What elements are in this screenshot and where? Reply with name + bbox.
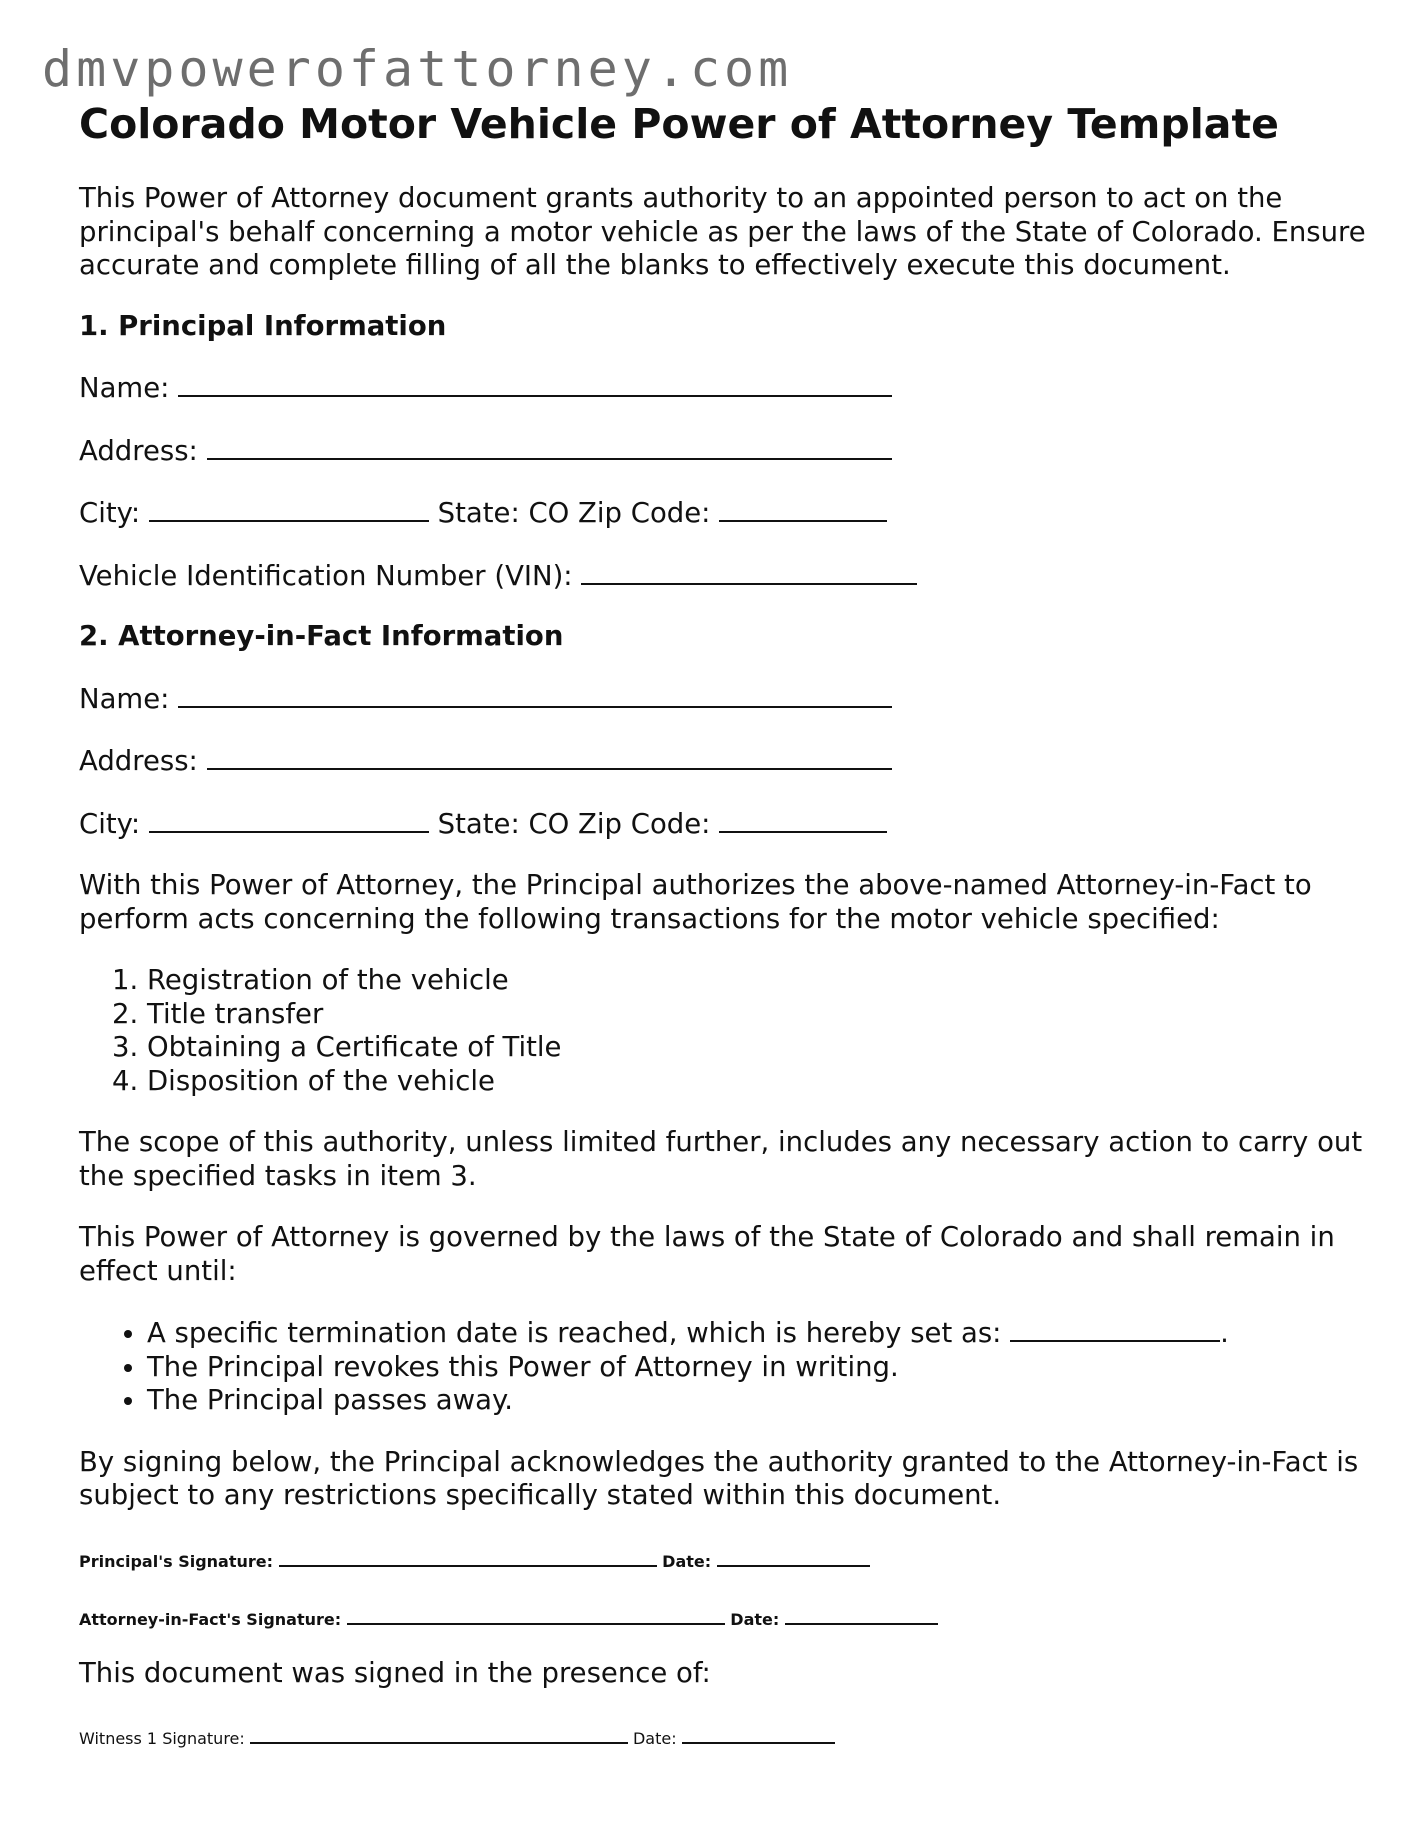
document-title: Colorado Motor Vehicle Power of Attorney Template [79, 100, 1279, 148]
transaction-item: 3. Obtaining a Certificate of Title [147, 1031, 1369, 1065]
principal-section-heading: 1. Principal Information [79, 309, 447, 342]
transaction-item: 1. Registration of the vehicle [147, 964, 1369, 998]
principal-city-blank[interactable] [149, 496, 429, 522]
attorney-state-zip-label: State: CO Zip Code: [437, 807, 711, 840]
transaction-item: 2. Title transfer [147, 998, 1369, 1032]
principal-signature-label: Principal's Signature: [79, 1551, 274, 1571]
principal-vin-blank[interactable] [581, 559, 917, 585]
principal-address-label: Address: [79, 434, 198, 467]
attorney-name-row [79, 682, 1369, 717]
principal-name-label: Name: [79, 372, 170, 404]
scope-paragraph: The scope of this authority, unless limited further, includes any necessary action to carry out the specified tasks in item 3. [79, 1126, 1363, 1192]
principal-signature-blank[interactable] [279, 1541, 657, 1567]
principal-state-zip-label: State: CO Zip Code: [437, 497, 711, 529]
termination-list [79, 1316, 1369, 1418]
termination-date-period: . [1220, 1317, 1229, 1349]
attorney-signature-label: Attorney-in-Fact's Signature: [79, 1609, 342, 1629]
attorney-zip-blank[interactable] [719, 807, 887, 833]
attorney-date-label: Date: [730, 1609, 780, 1629]
witness1-signature-label: Witness 1 Signature: [79, 1729, 245, 1748]
attorney-name-label: Name: [79, 682, 170, 715]
principal-city-label: City: [79, 497, 141, 529]
principal-date-label: Date: [662, 1551, 712, 1571]
site-watermark: dmvpowerofattorney.com [42, 40, 793, 98]
presence-paragraph: This document was signed in the presence of: [79, 1656, 711, 1689]
attorney-address-blank[interactable] [207, 744, 892, 770]
termination-item: • The Principal revokes this Power of Attorney in writing. [147, 1351, 1369, 1385]
attorney-address-row [79, 744, 1369, 779]
principal-name-row [79, 371, 1369, 406]
termination-date-blank[interactable] [1010, 1316, 1220, 1342]
transaction-item: 4. Disposition of the vehicle [147, 1065, 1369, 1099]
termination-item [147, 1316, 1369, 1351]
witness1-signature-blank[interactable] [250, 1718, 628, 1744]
attorney-address-label: Address: [79, 745, 198, 777]
witness1-date-blank[interactable] [682, 1718, 835, 1744]
attorney-signature-blank[interactable] [347, 1599, 725, 1625]
principal-signature-row [79, 1541, 1369, 1571]
attorney-date-blank[interactable] [785, 1599, 938, 1625]
principal-vin-label: Vehicle Identification Number (VIN): [79, 559, 573, 592]
principal-date-blank[interactable] [717, 1541, 870, 1567]
principal-address-row [79, 434, 1369, 469]
attorney-city-label: City: [79, 807, 141, 840]
transactions-list [79, 964, 1369, 1098]
witness1-signature-row [79, 1718, 1369, 1748]
termination-item: • The Principal passes away. [147, 1384, 1369, 1418]
principal-address-blank[interactable] [207, 434, 892, 460]
attorney-city-blank[interactable] [149, 807, 429, 833]
witness1-date-label: Date: [632, 1729, 677, 1748]
attorney-name-blank[interactable] [178, 682, 892, 708]
acknowledgment-paragraph: By signing below, the Principal acknowledges the authority granted to the Attorney-in-Fact is subject to any restrictions specifically stated within this document. [79, 1445, 1359, 1511]
attorney-city-row [79, 807, 1369, 842]
attorney-section-heading: 2. Attorney-in-Fact Information [79, 620, 564, 652]
document-page [79, 96, 1369, 1748]
principal-city-row [79, 496, 1369, 531]
principal-vin-row [79, 559, 1369, 594]
authorization-paragraph: With this Power of Attorney, the Principal authorizes the above-named Attorney-in-Fact to perform acts concerning the following transactions for the motor vehicle specified: [79, 869, 1312, 935]
termination-date-text: A specific termination date is reached, which is hereby set as: [147, 1317, 1002, 1349]
governing-paragraph: This Power of Attorney is governed by the laws of the State of Colorado and shall remain in effect until: [79, 1221, 1335, 1287]
principal-zip-blank[interactable] [719, 496, 887, 522]
attorney-signature-row [79, 1599, 1369, 1629]
intro-paragraph: This Power of Attorney document grants authority to an appointed person to act on the principal's behalf concerning a motor vehicle as per the laws of the State of Colorado. Ensure accurate and complete filling of all the blanks to effectively execute this document. [79, 182, 1366, 281]
principal-name-blank[interactable] [178, 371, 892, 397]
